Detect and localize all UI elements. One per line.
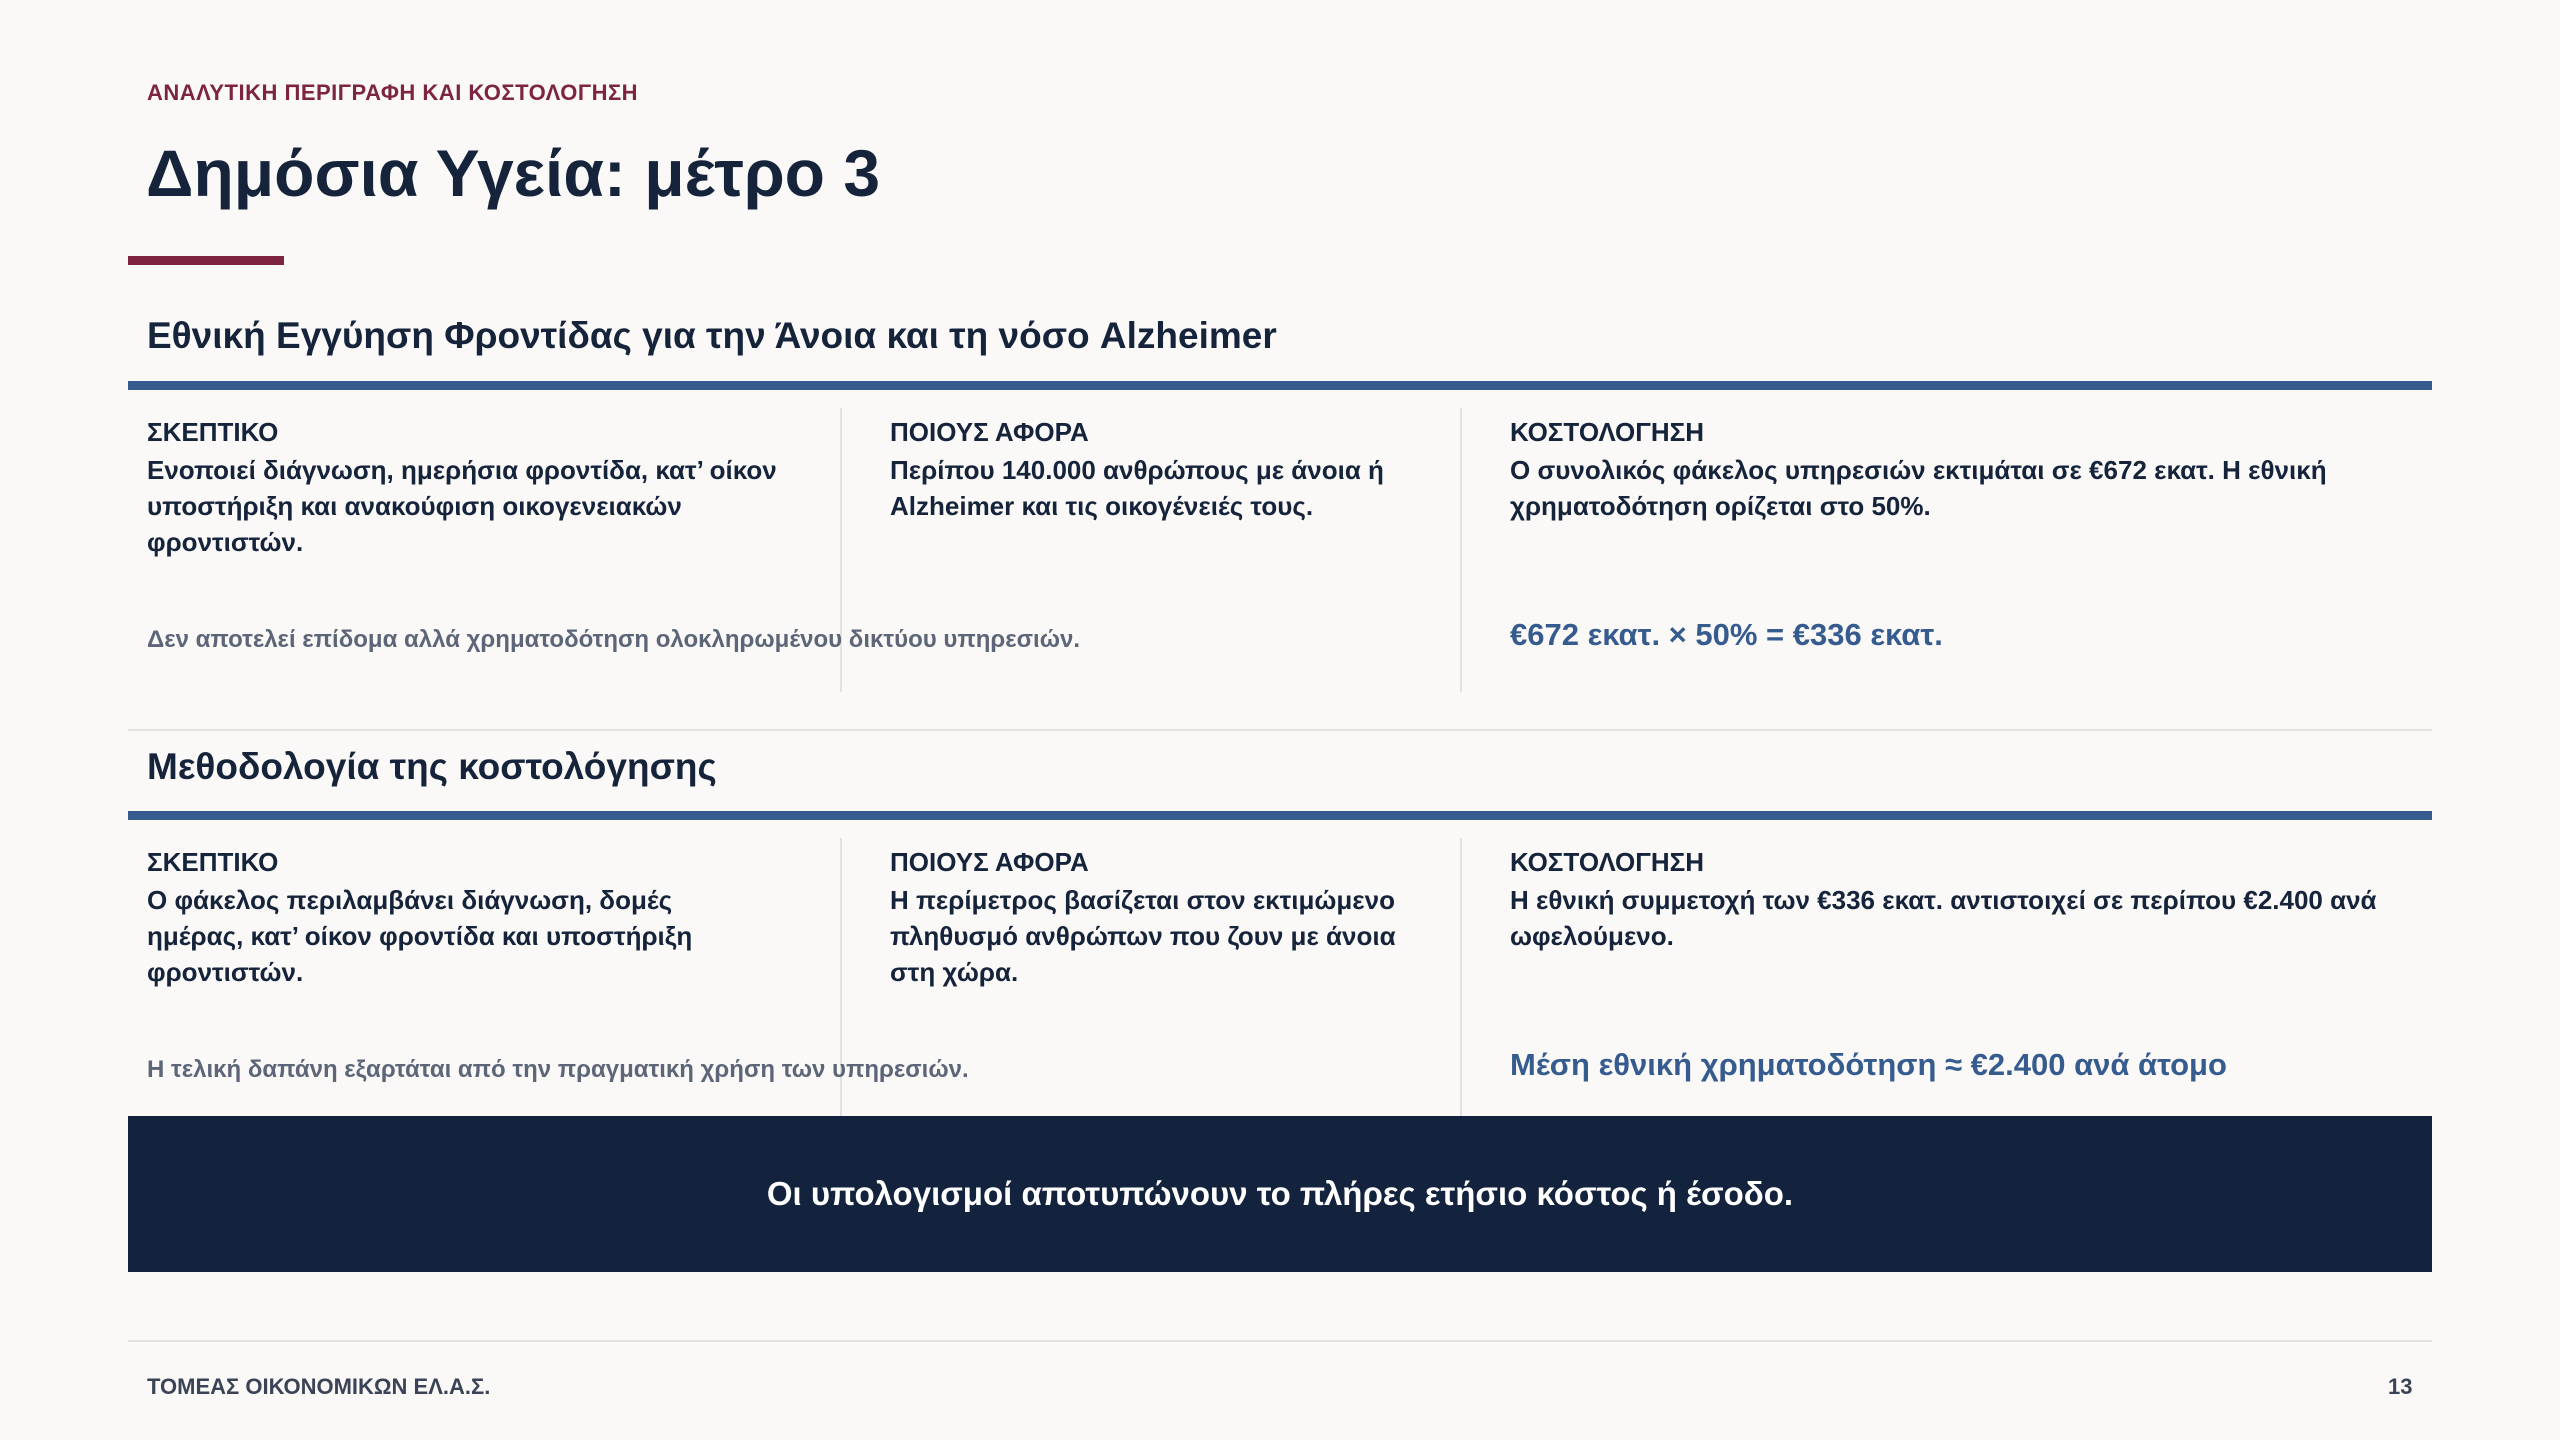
- section-2-title: Μεθοδολογία της κοστολόγησης: [147, 746, 717, 787]
- footer-rule: [128, 1340, 2432, 1342]
- section-2-note: Η τελική δαπάνη εξαρτάται από την πραγματική χρήση των υπηρεσιών.: [147, 1056, 969, 1083]
- section-1-title: Εθνική Εγγύηση Φροντίδας για την Άνοια και τη νόσο Alzheimer: [147, 315, 1277, 356]
- title-accent-bar: [128, 256, 284, 265]
- section-1-rationale-text: Ενοποιεί διάγνωση, ημερήσια φροντίδα, κατ’ οίκον υποστήριξη και ανακούφιση οικογενειακών φροντιστών.: [147, 455, 777, 557]
- section-1-divider-2: [1460, 408, 1462, 692]
- page-number: 13: [2388, 1374, 2413, 1399]
- section-2-rationale-label: ΣΚΕΠΤΙΚΟ: [147, 847, 279, 877]
- summary-banner-text: Οι υπολογισμοί αποτυπώνουν το πλήρες ετήσιο κόστος ή έσοδο.: [766, 1175, 1794, 1212]
- section-1-rationale: [147, 416, 807, 560]
- eyebrow-label: ΑΝΑΛΥΤΙΚΗ ΠΕΡΙΓΡΑΦΗ ΚΑΙ ΚΟΣΤΟΛΟΓΗΣΗ: [147, 80, 639, 105]
- section-1-rationale-label: ΣΚΕΠΤΙΚΟ: [147, 417, 279, 447]
- section-1-target: [890, 416, 1430, 524]
- section-1-target-text: Περίπου 140.000 ανθρώπους με άνοια ή Alzheimer και τις οικογένειές τους.: [890, 455, 1384, 521]
- section-2-costing-label: ΚΟΣΤΟΛΟΓΗΣΗ: [1510, 847, 1704, 877]
- page-title: Δημόσια Υγεία: μέτρο 3: [146, 136, 881, 210]
- section-2-target-text: Η περίμετρος βασίζεται στον εκτιμώμενο πληθυσμό ανθρώπων που ζουν με άνοια στη χώρα.: [890, 885, 1396, 987]
- section-1-costing: [1510, 416, 2410, 524]
- section-1-costing-text: Ο συνολικός φάκελος υπηρεσιών εκτιμάται σε €672 εκατ. Η εθνική χρηματοδότηση ορίζεται στο 50%.: [1510, 455, 2327, 521]
- section-1-costing-label: ΚΟΣΤΟΛΟΓΗΣΗ: [1510, 417, 1704, 447]
- section-2-rule: [128, 811, 2432, 820]
- footer-organization: ΤΟΜΕΑΣ ΟΙΚΟΝΟΜΙΚΩΝ ΕΛ.Α.Σ.: [147, 1374, 491, 1399]
- section-separator: [128, 729, 2432, 731]
- summary-banner: [128, 1116, 2432, 1272]
- section-2-target-label: ΠΟΙΟΥΣ ΑΦΟΡΑ: [890, 847, 1089, 877]
- section-2-formula: Μέση εθνική χρηματοδότηση ≈ €2.400 ανά άτομο: [1510, 1047, 2227, 1082]
- section-2-costing-text: Η εθνική συμμετοχή των €336 εκατ. αντιστοιχεί σε περίπου €2.400 ανά ωφελούμενο.: [1510, 885, 2377, 951]
- section-1-rule: [128, 381, 2432, 390]
- section-1-target-label: ΠΟΙΟΥΣ ΑΦΟΡΑ: [890, 417, 1089, 447]
- section-1-note: Δεν αποτελεί επίδομα αλλά χρηματοδότηση ολοκληρωμένου δικτύου υπηρεσιών.: [147, 626, 1080, 653]
- section-1-formula: €672 εκατ. × 50% = €336 εκατ.: [1510, 617, 1943, 652]
- section-2-divider-2: [1460, 838, 1462, 1116]
- section-2-costing: [1510, 846, 2410, 954]
- section-2-target: [890, 846, 1430, 990]
- section-2-rationale: [147, 846, 767, 990]
- section-2-rationale-text: Ο φάκελος περιλαμβάνει διάγνωση, δομές ημέρας, κατ’ οίκον φροντίδα και υποστήριξη φροντιστών.: [147, 885, 693, 987]
